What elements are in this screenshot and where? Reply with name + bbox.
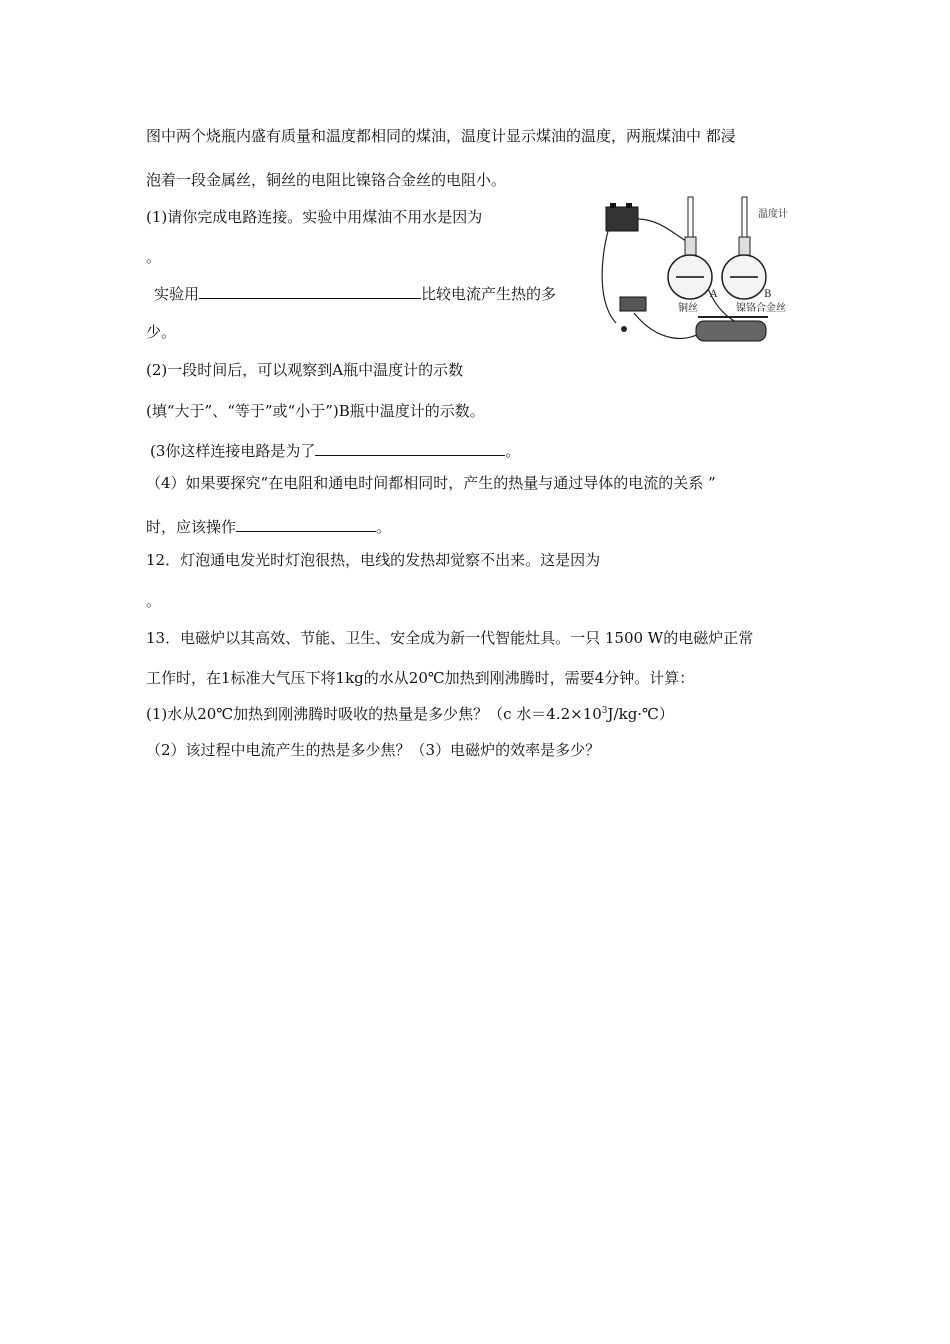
q4-answer-blank[interactable] [236, 515, 376, 532]
wire-icon [602, 231, 616, 323]
q4-line-2-suffix: 。 [376, 518, 392, 536]
q13-sub-1-suffix: J/kg·℃） [607, 705, 674, 723]
q12-end: 。 [146, 592, 162, 610]
q3-prefix: (3你这样连接电路是为了 [150, 442, 316, 460]
q13-sub-1 [146, 704, 674, 724]
q1-line-2 [154, 282, 556, 304]
q13-sub-1-exponent: 3 [601, 706, 608, 716]
experiment-figure [598, 193, 808, 353]
q1-end: 。 [146, 248, 162, 266]
q3-suffix: 。 [505, 442, 521, 460]
label-thermometer: 温度计 [758, 209, 788, 220]
q1-line-1: (1)请你完成电路连接。实验中用煤油不用水是因为 [146, 208, 483, 226]
intro-line-2: 泡着一段金属丝，铜丝的电阻比镍铬合金丝的电阻小。 [146, 171, 507, 189]
q12-line: 12．灯泡通电发光时灯泡很热，电线的发热却觉察不出来。这是因为 [146, 551, 601, 569]
intro-line-1: 图中两个烧瓶内盛有质量和温度都相同的煤油，温度计显示煤油的温度，两瓶煤油中 都浸 [146, 127, 736, 145]
circuit-diagram [598, 193, 808, 353]
q1-answer-blank[interactable] [199, 282, 421, 299]
label-b: B [764, 289, 772, 300]
q13-line-1: 13．电磁炉以其高效、节能、卫生、安全成为新一代智能灶具。一只 1500 W的电磁炉正常 [146, 629, 754, 647]
q1-line-2-suffix: 比较电流产生热的多 [421, 285, 557, 303]
label-a: A [710, 289, 718, 300]
q4-line-2-prefix: 时，应该操作 [146, 518, 237, 536]
switch-icon [620, 297, 646, 311]
q4-line-1: （4）如果要探究“在电阻和通电时间都相同时，产生的热量与通过导体的电流的关系 ” [146, 474, 716, 492]
q1-line-2-prefix: 实验用 [154, 285, 200, 303]
q13-sub-1-prefix: (1)水从20℃加热到刚沸腾时吸收的热量是多少焦？（c 水＝4.2×10 [146, 705, 602, 723]
q3-answer-blank[interactable] [315, 439, 505, 456]
q13-line-2: 工作时，在1标准大气压下将1kg的水从20℃加热到刚沸腾时，需要4分钟。计算： [146, 669, 695, 687]
rheostat-icon [696, 321, 766, 341]
q4-line-2 [146, 515, 391, 537]
battery-icon [606, 207, 638, 231]
q1-line-3: 少。 [146, 323, 177, 341]
q13-sub-2: （2）该过程中电流产生的热是多少焦？（3）电磁炉的效率是多少？ [146, 741, 601, 759]
q2-line-2: (填“大于”、“等于”或“小于”)B瓶中温度计的示数。 [146, 402, 485, 420]
q2-line-1: (2)一段时间后，可以观察到A瓶中温度计的示数 [146, 361, 464, 379]
label-nichrome: 镍铬合金丝 [736, 303, 786, 314]
label-copper: 铜丝 [678, 303, 698, 314]
thermometer-a-icon [688, 197, 693, 241]
thermometer-b-icon [742, 197, 747, 241]
q3-line [150, 439, 520, 461]
